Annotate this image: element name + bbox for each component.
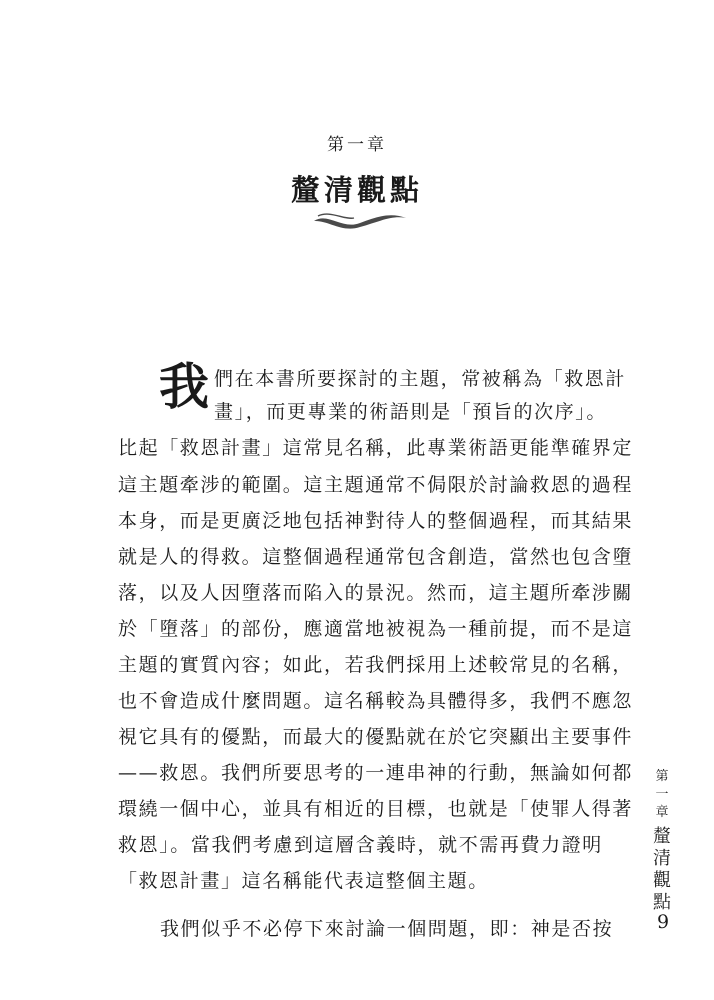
body-line: 落，以及人因墮落而陷入的景況。然而，這主題所牽涉關: [118, 582, 634, 604]
swash-ornament-icon: [310, 206, 410, 236]
body-line: ——救恩。我們所要思考的一連串神的行動，無論如何都: [118, 762, 634, 784]
body-line: 「救恩計畫」這名稱能代表這整個主題。: [118, 870, 489, 892]
body-line: 主題的實質內容；如此，若我們採用上述較常見的名稱，: [118, 654, 634, 676]
body-line: 這主題牽涉的範圍。這主題通常不侷限於討論救恩的過程: [118, 474, 634, 496]
chapter-number: 第一章: [327, 135, 387, 155]
margin-chapter-title: 釐清觀點: [653, 826, 671, 913]
chapter-title: 釐清觀點: [290, 173, 423, 207]
drop-cap: 我: [159, 358, 209, 416]
body-line: 就是人的得救。這整個過程通常包含創造，當然也包含墮: [118, 546, 634, 568]
page-number: 9: [656, 911, 670, 933]
body-line: 們在本書所要探討的主題，常被稱為「救恩計: [214, 368, 627, 390]
body-line: 環繞一個中心，並具有相近的目標，也就是「使罪人得著: [118, 798, 634, 820]
body-line: 於「墮落」的部份，應適當地被視為一種前提，而不是這: [118, 618, 634, 640]
body-line: 視它具有的優點，而最大的優點就在於它突顯出主要事件: [118, 726, 634, 748]
margin-chapter-label: 第一章: [655, 769, 669, 820]
body-line: 也不會造成什麼問題。這名稱較為具體得多，我們不應忽: [118, 690, 634, 712]
body-line: 比起「救恩計畫」這常見名稱，此專業術語更能準確界定: [118, 437, 634, 459]
body-line: 畫」，而更專業的術語則是「預旨的次序」。: [214, 401, 608, 423]
body-line: 本身，而是更廣泛地包括神對待人的整個過程，而其結果: [118, 510, 634, 532]
body-line: 我們似乎不必停下來討論一個問題，即：神是否按: [160, 918, 614, 940]
body-line: 救恩」。當我們考慮到這層含義時，就不需再費力證明: [118, 834, 603, 856]
